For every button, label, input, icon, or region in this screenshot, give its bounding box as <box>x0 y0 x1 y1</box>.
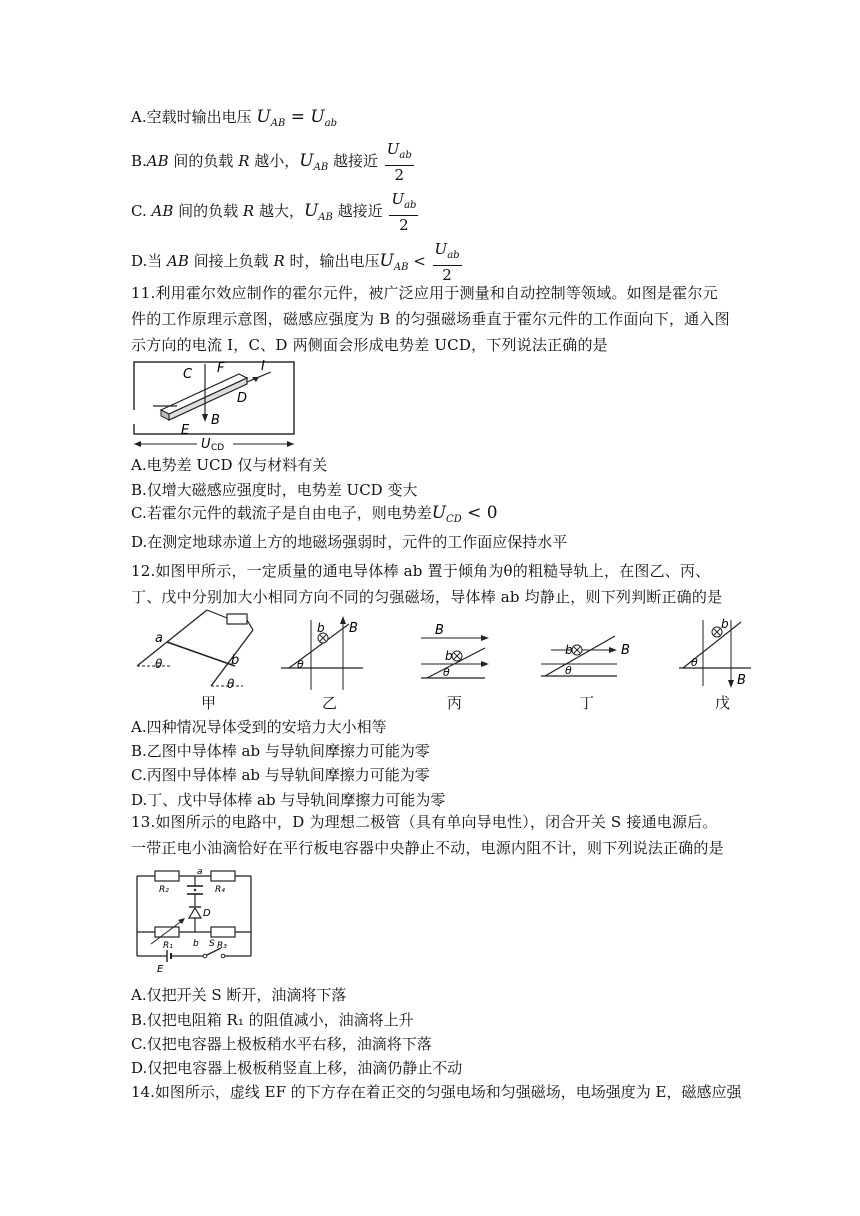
figure-yi <box>281 616 363 690</box>
label-a: a <box>155 631 163 646</box>
var-ab: AB <box>151 202 174 220</box>
frac-numerator: U <box>391 190 405 208</box>
var-r: R <box>238 152 250 170</box>
q13-circuit-figure <box>131 860 261 978</box>
voltage-symbol: U <box>379 251 394 271</box>
caption-ding: 丁 <box>579 694 595 712</box>
q10-option-c[interactable] <box>131 190 418 234</box>
q10-option-a[interactable] <box>131 107 337 134</box>
label-b-field: B <box>435 623 444 638</box>
var-ab: AB <box>146 152 169 170</box>
q12-option-c[interactable]: C.丙图中导体棒 ab 与导轨间摩擦力可能为零 <box>131 766 430 784</box>
q11-option-b[interactable]: B.仅增大磁感应强度时，电势差 UCD 变大 <box>131 481 418 499</box>
caption-bing: 丙 <box>447 694 463 712</box>
rod-ab <box>167 642 235 666</box>
fraction-uab-over-2 <box>433 240 462 284</box>
resistor-r3-icon <box>211 927 235 937</box>
frac-numerator: U <box>386 140 400 158</box>
frac-denominator: 2 <box>394 166 405 184</box>
q10-option-a-text: A.空载时输出电压 <box>131 108 252 126</box>
label-r3: R₃ <box>217 941 227 951</box>
voltage-subscript: ab <box>324 118 338 129</box>
b-arrow-icon <box>728 680 734 688</box>
label-b: b <box>565 643 573 657</box>
label-b-field: B <box>621 643 630 658</box>
label-c: C <box>183 367 193 382</box>
q10-option-b[interactable] <box>131 140 414 184</box>
q12-stem: 12.如图甲所示，一定质量的通电导体棒 ab 置于倾角为θ的粗糙导轨上，在图乙、丙、丁、戊中分别加大小相同方向不同的匀强磁场，导体棒 ab 均静止，则下列判断正确的是 <box>131 562 723 606</box>
q11-option-d[interactable]: D.在测定地球赤道上方的地磁场强弱时，元件的工作面应保持水平 <box>131 533 568 551</box>
q11-option-c[interactable] <box>131 503 498 530</box>
frac-numerator-sub: ab <box>404 200 417 211</box>
label-s: S <box>209 939 215 949</box>
frac-numerator: U <box>434 240 448 258</box>
figure-bing <box>421 623 489 679</box>
frac-numerator-sub: ab <box>399 150 412 161</box>
q11-option-a[interactable]: A.电势差 UCD 仅与材料有关 <box>131 456 328 474</box>
less-than: < <box>408 252 426 270</box>
oil-drop-icon <box>194 889 196 891</box>
q13-option-b[interactable]: B.仅把电阻箱 R₁ 的阻值减小，油滴将上升 <box>131 1011 414 1029</box>
label-b: b <box>445 649 453 663</box>
q12-option-a[interactable]: A.四种情况导体受到的安培力大小相等 <box>131 718 387 736</box>
hall-element-figure <box>131 358 301 450</box>
label-e: E <box>157 964 164 975</box>
text-part: 间接上负载 <box>188 252 274 270</box>
q10-option-d[interactable] <box>131 240 462 284</box>
text-part: 越接近 <box>328 152 378 170</box>
voltage-subscript: AB <box>270 118 286 129</box>
q13-stem: 13.如图所示的电路中，D 为理想二极管（具有单向导电性），闭合开关 S 接通电源后。一带正电小油滴恰好在平行板电容器中央静止不动，电源内阻不计，则下列说法正确的是 <box>131 813 724 857</box>
arrow-right-icon <box>287 441 294 447</box>
equals-voltage: = U <box>285 107 325 127</box>
var-ab: AB <box>167 252 189 270</box>
label-theta: θ <box>227 677 235 691</box>
label-e: E <box>181 423 190 438</box>
label-r4: R₄ <box>215 885 225 895</box>
voltage-subscript: CD <box>446 514 462 525</box>
frac-numerator-sub: ab <box>447 250 460 261</box>
text-part: 间的负载 <box>173 202 243 220</box>
label-b: b <box>721 617 729 631</box>
b-arrow-icon <box>340 616 346 624</box>
caption-yi: 乙 <box>322 694 338 712</box>
diode-icon <box>189 908 201 918</box>
label-theta: θ <box>565 664 572 677</box>
option-letter: C. <box>131 202 152 220</box>
q11-stem: 11.利用霍尔效应制作的霍尔元件，被广泛应用于测量和自动控制等领域。如图是霍尔元件的工作原理示意图，磁感应强度为 B 的匀强磁场垂直于霍尔元件的工作面向下，通入图示方向的电流 I，C、D 两侧面会形成电势差 UCD，下列说法正确的是 <box>131 284 730 354</box>
frac-denominator: 2 <box>442 266 452 284</box>
option-letter: B. <box>131 152 147 170</box>
text-part: 越大， <box>254 202 304 220</box>
inequality: < 0 <box>461 503 498 523</box>
caption-wu: 戊 <box>715 694 731 712</box>
var-r: R <box>242 202 255 220</box>
label-a: a <box>197 867 203 877</box>
q13-option-d[interactable]: D.仅把电容器上极板稍竖直上移，油滴仍静止不动 <box>131 1059 463 1077</box>
label-b-field: B <box>737 673 746 688</box>
q12-option-b[interactable]: B.乙图中导体棒 ab 与导轨间摩擦力可能为零 <box>131 742 430 760</box>
figure-ding <box>541 636 630 677</box>
option-text: C.若霍尔元件的载流子是自由电子，则电势差 <box>131 504 432 522</box>
label-d: D <box>237 391 248 406</box>
var-r: R <box>273 252 285 270</box>
figure-wu <box>679 617 751 688</box>
label-theta: θ <box>155 657 163 671</box>
text-part: 时，输出电压 <box>284 252 380 270</box>
text-part: 越接近 <box>332 202 383 220</box>
label-b-field: B <box>349 621 358 636</box>
label-u: U <box>201 437 211 450</box>
text-part: 间的负载 <box>168 152 239 170</box>
figure-jia <box>137 610 253 691</box>
label-d: D <box>203 908 211 919</box>
label-r2: R₂ <box>159 885 169 895</box>
label-i: I <box>261 359 265 374</box>
frac-denominator: 2 <box>399 216 409 234</box>
label-r1: R₁ <box>163 941 173 951</box>
label-theta: θ <box>297 658 304 671</box>
q14-stem: 14.如图所示，虚线 EF 的下方存在着正交的匀强电场和匀强磁场，电场强度为 E，磁感应强 <box>131 1083 742 1101</box>
q13-option-a[interactable]: A.仅把开关 S 断开，油滴将下落 <box>131 986 347 1004</box>
voltage-subscript: AB <box>393 262 409 273</box>
fraction-uab-over-2 <box>385 140 414 184</box>
voltage-subscript: AB <box>318 212 333 223</box>
fraction-uab-over-2 <box>389 190 418 234</box>
resistor-r4-icon <box>211 871 235 881</box>
label-f: F <box>217 361 225 376</box>
resistor-icon <box>227 614 247 624</box>
arrow-left-icon <box>134 441 141 447</box>
label-u-sub: CD <box>211 443 225 450</box>
label-theta: θ <box>691 656 698 669</box>
voltage-symbol: U <box>299 151 314 171</box>
q12-figures <box>131 606 751 694</box>
voltage-symbol: U <box>431 503 447 523</box>
b-arrow-icon <box>202 414 208 422</box>
label-theta: θ <box>443 666 450 679</box>
label-b: b <box>231 653 240 668</box>
resistor-r2-icon <box>155 871 179 881</box>
caption-jia: 甲 <box>201 694 217 712</box>
label-b: B <box>211 413 220 428</box>
voltage-subscript: AB <box>313 162 329 173</box>
voltage-symbol: U <box>256 107 271 127</box>
label-b: b <box>317 621 325 635</box>
voltage-symbol: U <box>303 201 319 221</box>
label-b: b <box>193 939 199 949</box>
hall-plate <box>161 374 247 414</box>
option-letter: D.当 <box>131 252 168 270</box>
q12-option-d[interactable]: D.丁、戊中导体棒 ab 与导轨间摩擦力可能为零 <box>131 791 446 809</box>
q13-option-c[interactable]: C.仅把电容器上极板稍水平右移，油滴将下落 <box>131 1035 432 1053</box>
text-part: 越小， <box>249 152 300 170</box>
